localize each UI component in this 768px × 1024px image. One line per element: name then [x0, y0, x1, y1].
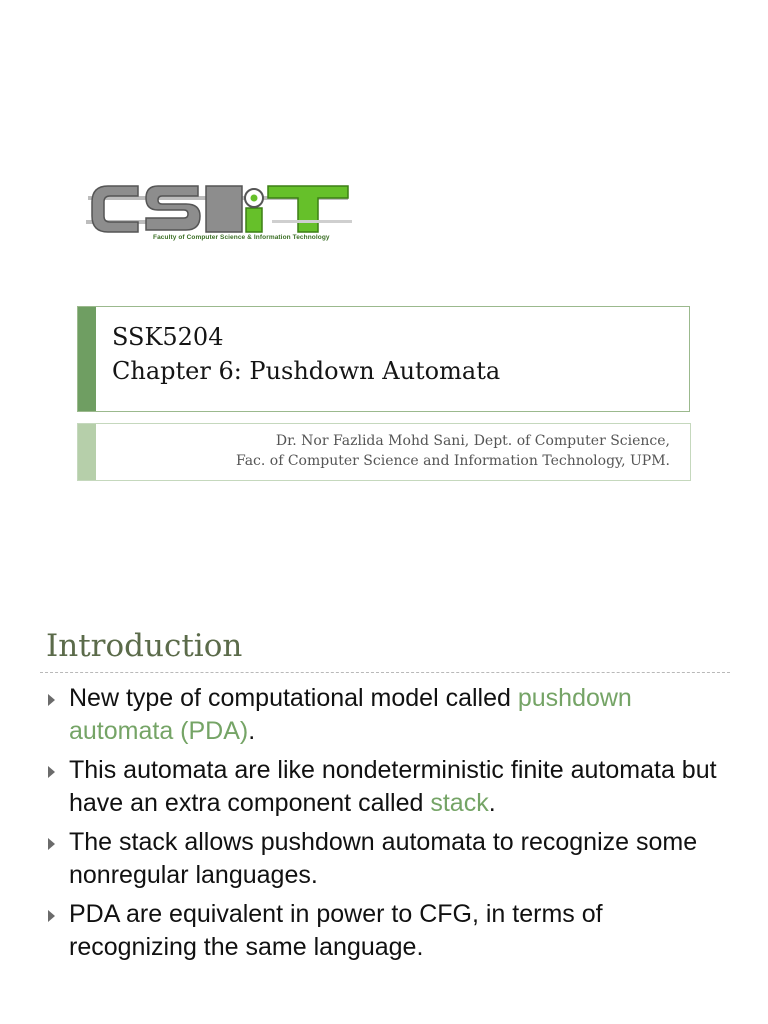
bullet-list [46, 682, 726, 970]
course-code: SSK5204 [112, 323, 224, 351]
title-box [77, 306, 690, 412]
faculty-line: Fac. of Computer Science and Information Technology, UPM. [235, 453, 670, 469]
subtitle-accent-bar [78, 424, 96, 480]
chapter-title: Chapter 6: Pushdown Automata [112, 357, 501, 385]
bullet-text: PDA are equivalent in power to CFG, in terms of recognizing the same language. [69, 900, 603, 961]
bullet-text: New type of computational model called [69, 684, 518, 712]
bullet-text: The stack allows pushdown automata to recognize some nonregular languages. [69, 828, 698, 889]
triangle-right-icon [48, 910, 55, 922]
bullet-item [46, 682, 726, 748]
bullet-text-end: . [488, 789, 496, 817]
bullet-highlight: stack [430, 789, 489, 817]
introduction-slide [0, 590, 768, 1024]
bullet-highlight: pushdown automata (PDA) [69, 684, 632, 745]
logo-caption: Faculty of Computer Science & Information Technology [153, 234, 330, 241]
slide-heading: Introduction [46, 628, 243, 664]
bullet-text: This automata are like nondeterministic finite automata but have an extra component called [69, 756, 717, 817]
bullet-text-end: . [248, 717, 256, 745]
triangle-right-icon [48, 766, 55, 778]
heading-divider [40, 672, 730, 673]
triangle-right-icon [48, 838, 55, 850]
title-accent-bar [78, 307, 96, 411]
author-line: Dr. Nor Fazlida Mohd Sani, Dept. of Computer Science, [275, 433, 670, 449]
subtitle-box [77, 423, 691, 481]
bullet-item [46, 898, 726, 964]
triangle-right-icon [48, 694, 55, 706]
bullet-item [46, 826, 726, 892]
bullet-item [46, 754, 726, 820]
